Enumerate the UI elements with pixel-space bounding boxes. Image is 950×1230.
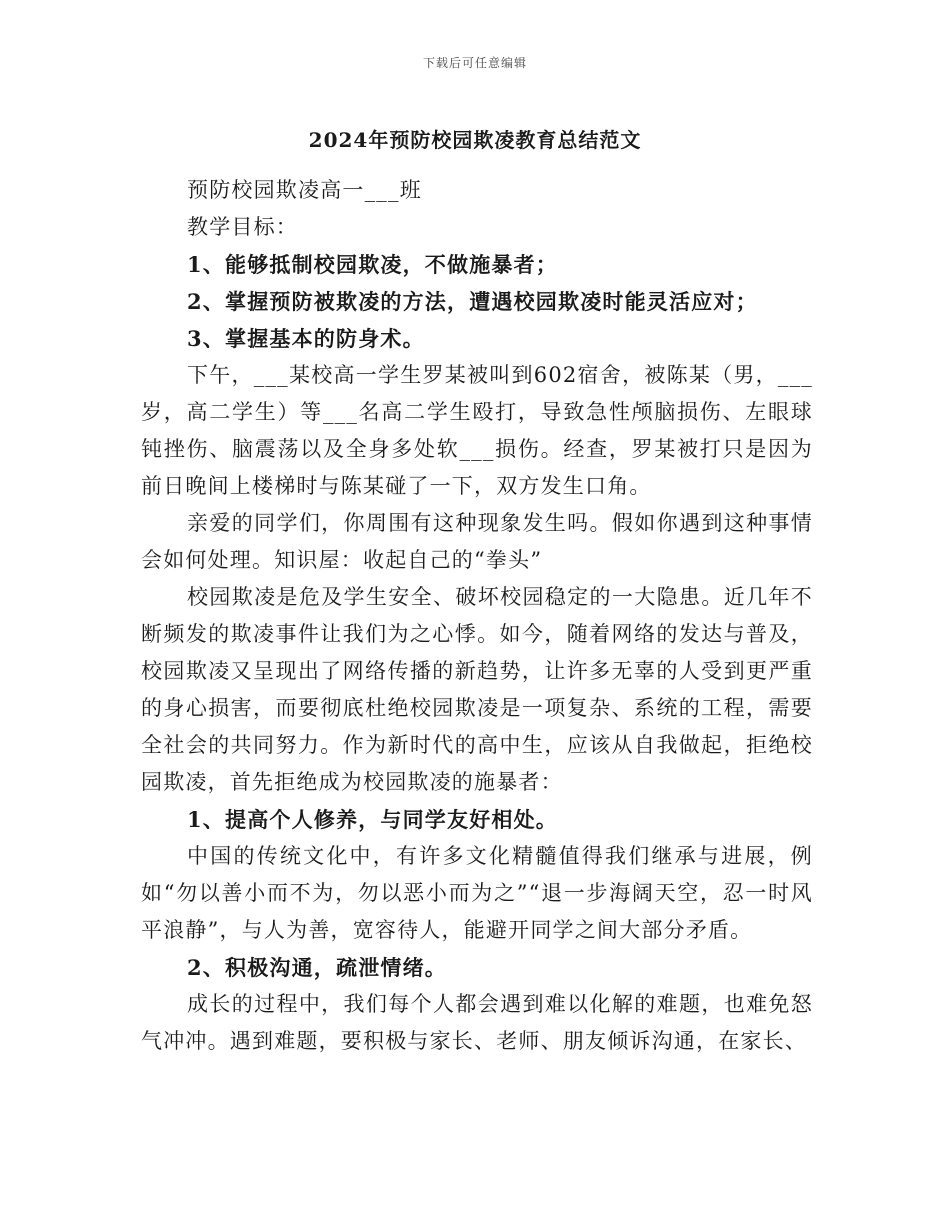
paragraph: 预防校园欺凌高一___班 <box>187 178 422 202</box>
paragraph: 校园欺凌是危及学生安全、破坏校园稳定的一大隐患。近几年不断频发的欺凌事件让我们为之心悸。如今，随着网络的发达与普及，校园欺凌又呈现出了网络传播的新趋势，让许多无辜的人受到更严重的身心损害，而要彻底杜绝校园欺凌是一项复杂、系统的工程，需要全社会的共同努力。作为新时代的高中生，应该从自我做起，拒绝校园欺凌，首先拒绝成为校园欺凌的施暴者： <box>141 585 813 794</box>
objective-item: 1、能够抵制校园欺凌，不做施暴者； <box>187 252 559 277</box>
document-title: 2024年预防校园欺凌教育总结范文 <box>308 128 642 152</box>
paragraph: 中国的传统文化中，有许多文化精髓值得我们继承与进展，例如“勿以善小而不为，勿以恶小而为之”“退一步海阔天空，忍一时风平浪静”，与人为善，宽容待人，能避开同学之间大部分矛盾。 <box>141 844 813 942</box>
document-body <box>141 172 813 1060</box>
paragraph: 教学目标： <box>187 215 298 239</box>
paragraph: 下午，___某校高一学生罗某被叫到602宿舍，被陈某（男，___岁，高二学生）等___名高二学生殴打，导致急性颅脑损伤、左眼球钝挫伤、脑震荡以及全身多处软___损伤。经查，罗某被打只是因为前日晚间上楼梯时与陈某碰了一下，双方发生口角。 <box>141 363 813 498</box>
objective-item: 3、掌握基本的防身术。 <box>187 326 425 351</box>
paragraph: 成长的过程中，我们每个人都会遇到难以化解的难题，也难免怒气冲冲。遇到难题，要积极与家长、老师、朋友倾诉沟通，在家长、 <box>141 992 813 1053</box>
section-heading: 1、提高个人修养，与同学友好相处。 <box>187 807 559 832</box>
paragraph: 亲爱的同学们，你周围有这种现象发生吗。假如你遇到这种事情会如何处理。知识屋：收起自己的“拳头” <box>141 511 813 572</box>
section-heading: 2、积极沟通，疏泄情绪。 <box>187 955 448 980</box>
objective-item: 2、掌握预防被欺凌的方法，遭遇校园欺凌时能灵活应对； <box>187 289 758 314</box>
header-note: 下载后可任意编辑 <box>422 56 527 70</box>
